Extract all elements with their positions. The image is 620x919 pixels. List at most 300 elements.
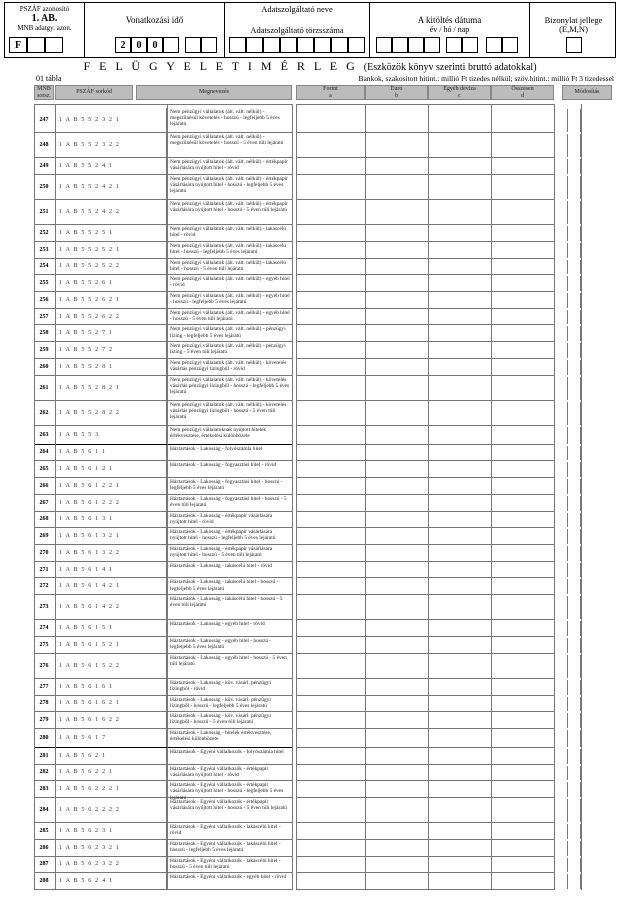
provider-cell	[225, 3, 370, 57]
reg-digit-6[interactable]	[314, 37, 331, 53]
value-cell-b[interactable]	[365, 578, 428, 595]
date-year-4[interactable]	[424, 37, 440, 53]
value-cell-c[interactable]	[428, 679, 491, 696]
value-cell-d[interactable]	[491, 512, 554, 529]
value-cell-d[interactable]	[491, 133, 554, 158]
table-row	[34, 445, 292, 462]
value-cell-a[interactable]	[296, 158, 365, 175]
modification-cell[interactable]	[567, 377, 581, 400]
row-description: Háztartások - Lakosság - hitelek értékvesztése, értékelési különbözete	[170, 730, 272, 743]
value-cell-b[interactable]	[365, 461, 428, 478]
value-cell-a[interactable]	[296, 781, 365, 798]
value-cell-d[interactable]	[491, 461, 554, 478]
value-cell-a[interactable]	[296, 225, 365, 242]
row-code: 1 A B 5 5 2 8 2 1	[55, 376, 167, 400]
value-cell-a[interactable]	[296, 275, 365, 292]
col-header-mod	[562, 85, 612, 100]
date-month-1[interactable]	[446, 37, 462, 53]
flag-box[interactable]	[566, 37, 582, 53]
value-cell-b[interactable]	[365, 133, 428, 158]
value-cell-c[interactable]	[428, 342, 491, 359]
row-description: Nem pénzügyi vállalatok (ált. vált. nélkül) - értékpapír vásárlására nyújtott hitel - hosszú - 5 éven túli lejáratú	[170, 201, 288, 214]
col-header-code	[55, 85, 133, 100]
value-cell-b[interactable]	[365, 175, 428, 200]
modification-cell[interactable]	[567, 874, 581, 889]
pszaf-id-cell	[5, 3, 85, 57]
value-cell-c[interactable]	[428, 461, 491, 478]
month-digit-1[interactable]	[185, 37, 201, 53]
value-cell-a[interactable]	[296, 342, 365, 359]
value-cell-c[interactable]	[428, 175, 491, 200]
value-cell-a[interactable]	[296, 359, 365, 376]
value-cell-d[interactable]	[491, 342, 554, 359]
col-header-desc-label: Megnevezés	[199, 89, 229, 95]
value-cell-c[interactable]	[428, 873, 491, 890]
value-cell-c[interactable]	[428, 696, 491, 713]
row-number: 250	[39, 183, 49, 190]
value-cell-d[interactable]	[491, 637, 554, 654]
value-cell-d[interactable]	[491, 259, 554, 276]
value-cell-a[interactable]	[296, 175, 365, 200]
modification-cell[interactable]	[567, 563, 581, 578]
table-label: 01 tábla	[36, 74, 62, 83]
table-row	[34, 620, 292, 637]
modification-cell[interactable]	[567, 841, 581, 856]
modification-cell[interactable]	[567, 799, 581, 822]
value-cell-a[interactable]	[296, 798, 365, 823]
value-cell-c[interactable]	[428, 712, 491, 729]
provider-name-label: Adatszolgáltató neve	[261, 4, 333, 14]
value-cell-b[interactable]	[365, 342, 428, 359]
modification-cell[interactable]	[567, 310, 581, 325]
modification-cell[interactable]	[567, 496, 581, 511]
value-cell-a[interactable]	[296, 200, 365, 225]
reg-digit-2[interactable]	[246, 37, 263, 53]
value-cell-a[interactable]	[296, 512, 365, 529]
value-cell-d[interactable]	[491, 798, 554, 823]
value-cell-c[interactable]	[428, 376, 491, 401]
value-cell-c[interactable]	[428, 512, 491, 529]
col-header-row	[34, 85, 54, 100]
value-cell-d[interactable]	[491, 545, 554, 562]
value-cell-d[interactable]	[491, 654, 554, 679]
row-description: Háztartások - Lakosság - lakáscélú hitel - hosszú - 5 éven túli lejáratú	[170, 596, 283, 609]
year-digit-3[interactable]: 0	[147, 37, 163, 53]
modification-cell[interactable]	[567, 226, 581, 241]
value-cell-a[interactable]	[296, 578, 365, 595]
date-month-2[interactable]	[462, 37, 478, 53]
value-cell-a[interactable]	[296, 765, 365, 782]
value-cell-c[interactable]	[428, 275, 491, 292]
value-cell-c[interactable]	[428, 857, 491, 874]
value-cell-a[interactable]	[296, 309, 365, 326]
modification-cell[interactable]	[567, 201, 581, 224]
value-cell-c[interactable]	[428, 325, 491, 342]
value-cell-c[interactable]	[428, 225, 491, 242]
value-cell-b[interactable]	[365, 512, 428, 529]
value-cell-c[interactable]	[428, 578, 491, 595]
modification-cell[interactable]	[567, 293, 581, 308]
modification-cell[interactable]	[567, 782, 581, 797]
modification-cell[interactable]	[567, 243, 581, 258]
date-year-1[interactable]	[376, 37, 392, 53]
modification-cell[interactable]	[567, 596, 581, 619]
value-cell-b[interactable]	[365, 445, 428, 462]
col-header-d-letter: d	[521, 92, 524, 99]
modification-cell[interactable]	[567, 824, 581, 839]
value-cell-c[interactable]	[428, 478, 491, 495]
value-cell-a[interactable]	[296, 748, 365, 765]
modification-cell[interactable]	[567, 159, 581, 174]
value-cell-a[interactable]	[296, 495, 365, 512]
row-number: 268	[39, 516, 49, 523]
value-cell-a[interactable]	[296, 696, 365, 713]
row-code: 1 A B 5 6 1 5 1	[55, 620, 167, 636]
value-cell-b[interactable]	[365, 259, 428, 276]
flag-label: Bizonylat jellege (E,M,N)	[544, 15, 603, 34]
value-cell-a[interactable]	[296, 445, 365, 462]
modification-cell[interactable]	[567, 134, 581, 157]
value-cell-d[interactable]	[491, 729, 554, 748]
value-cell-d[interactable]	[491, 562, 554, 579]
table-row	[34, 259, 292, 276]
value-cell-c[interactable]	[428, 495, 491, 512]
value-cell-c[interactable]	[428, 528, 491, 545]
value-cell-d[interactable]	[491, 781, 554, 798]
title-main: F E L Ü G Y E L E T I M É R L E G	[83, 59, 358, 73]
value-cell-a[interactable]	[296, 259, 365, 276]
table-row	[34, 857, 292, 874]
value-cell-d[interactable]	[491, 158, 554, 175]
value-cell-c[interactable]	[428, 158, 491, 175]
modification-cell[interactable]	[567, 749, 581, 764]
year-digit-4[interactable]	[163, 37, 179, 53]
value-cell-d[interactable]	[491, 495, 554, 512]
value-cell-b[interactable]	[365, 359, 428, 376]
modification-cell[interactable]	[567, 766, 581, 781]
value-cell-d[interactable]	[491, 696, 554, 713]
value-cell-b[interactable]	[365, 637, 428, 654]
col-header-b-label: Euró	[390, 86, 403, 92]
row-code: 1 A B 5 6 2 2 1	[55, 765, 167, 781]
value-cell-d[interactable]	[491, 325, 554, 342]
value-cell-a[interactable]	[296, 478, 365, 495]
value-cell-d[interactable]	[491, 292, 554, 309]
col-header-a-letter: a	[329, 92, 332, 99]
value-cell-c[interactable]	[428, 729, 491, 748]
reg-digit-7[interactable]	[331, 37, 348, 53]
reg-digit-5[interactable]	[297, 37, 314, 53]
modification-cell[interactable]	[567, 402, 581, 425]
value-cell-a[interactable]	[296, 654, 365, 679]
year-digit-2[interactable]: 0	[131, 37, 147, 53]
value-cell-a[interactable]	[296, 545, 365, 562]
value-cell-b[interactable]	[365, 562, 428, 579]
modification-cell[interactable]	[567, 655, 581, 678]
value-cell-a[interactable]	[296, 426, 365, 445]
value-cell-a[interactable]	[296, 712, 365, 729]
value-cell-d[interactable]	[491, 445, 554, 462]
value-cell-b[interactable]	[365, 292, 428, 309]
letter-box[interactable]: F	[9, 37, 27, 53]
value-cell-b[interactable]	[365, 325, 428, 342]
row-code: 1 A B 5 6 2 3 2 2	[55, 857, 167, 873]
value-cell-b[interactable]	[365, 840, 428, 857]
value-cell-d[interactable]	[491, 595, 554, 620]
value-cell-b[interactable]	[365, 108, 428, 133]
value-cell-a[interactable]	[296, 133, 365, 158]
col-header-row-label: MNB sorsz.	[37, 86, 51, 99]
value-cell-d[interactable]	[491, 857, 554, 874]
value-cell-a[interactable]	[296, 242, 365, 259]
value-cell-a[interactable]	[296, 637, 365, 654]
row-number: 276	[39, 662, 49, 669]
date-day-1[interactable]	[486, 37, 502, 53]
table-row	[34, 292, 292, 309]
value-cell-b[interactable]	[365, 620, 428, 637]
value-cell-b[interactable]	[365, 712, 428, 729]
row-description: Nem pénzügyi vállalatoknak nyújtott hitelek értékvesztése, értékelési különbözete	[170, 426, 267, 440]
value-cell-a[interactable]	[296, 873, 365, 890]
value-cell-a[interactable]	[296, 857, 365, 874]
value-cell-d[interactable]	[491, 275, 554, 292]
value-cell-b[interactable]	[365, 748, 428, 765]
reg-digit-4[interactable]	[280, 37, 297, 53]
value-cell-c[interactable]	[428, 748, 491, 765]
value-cell-c[interactable]	[428, 359, 491, 376]
value-cell-c[interactable]	[428, 620, 491, 637]
row-number: 259	[39, 347, 49, 354]
value-cell-c[interactable]	[428, 765, 491, 782]
value-cell-d[interactable]	[491, 225, 554, 242]
modification-cell[interactable]	[567, 176, 581, 199]
row-number: 271	[39, 566, 49, 573]
value-cell-c[interactable]	[428, 292, 491, 309]
value-cell-a[interactable]	[296, 528, 365, 545]
value-cell-b[interactable]	[365, 426, 428, 445]
value-cell-d[interactable]	[491, 200, 554, 225]
value-cell-d[interactable]	[491, 823, 554, 840]
value-cell-b[interactable]	[365, 595, 428, 620]
value-cell-c[interactable]	[428, 309, 491, 326]
value-cell-b[interactable]	[365, 528, 428, 545]
value-cell-b[interactable]	[365, 309, 428, 326]
value-cell-d[interactable]	[491, 242, 554, 259]
value-cell-c[interactable]	[428, 259, 491, 276]
reg-digit-3[interactable]	[263, 37, 280, 53]
value-cell-b[interactable]	[365, 545, 428, 562]
value-cell-c[interactable]	[428, 133, 491, 158]
row-number: 263	[39, 431, 49, 438]
row-description: Háztartások - Egyéni vállalkozók - értékpapír vásárlására nyújtott hitel - rövid	[170, 765, 269, 778]
table-row	[34, 578, 292, 595]
year-digit-1[interactable]: 2	[115, 37, 131, 53]
value-cell-c[interactable]	[428, 108, 491, 133]
value-cell-a[interactable]	[296, 679, 365, 696]
modification-cell[interactable]	[567, 446, 581, 461]
row-number: 285	[39, 827, 49, 834]
value-cell-b[interactable]	[365, 158, 428, 175]
value-cell-b[interactable]	[365, 654, 428, 679]
row-code: 1 A B 5 6 1 2 2 2	[55, 495, 167, 511]
modification-cell[interactable]	[567, 579, 581, 594]
modification-cell[interactable]	[567, 109, 581, 132]
col-header-desc	[136, 85, 292, 100]
value-cell-d[interactable]	[491, 309, 554, 326]
table-row	[34, 309, 292, 326]
table-row	[34, 712, 292, 729]
table-row	[34, 873, 292, 890]
form-header	[4, 2, 616, 58]
value-cell-d[interactable]	[491, 426, 554, 445]
value-cell-a[interactable]	[296, 376, 365, 401]
modification-cell[interactable]	[567, 638, 581, 653]
table-row	[34, 512, 292, 529]
value-cell-b[interactable]	[365, 478, 428, 495]
modification-cell[interactable]	[567, 621, 581, 636]
value-cell-c[interactable]	[428, 654, 491, 679]
value-cell-c[interactable]	[428, 595, 491, 620]
value-cell-a[interactable]	[296, 562, 365, 579]
value-cell-a[interactable]	[296, 729, 365, 748]
value-cell-c[interactable]	[428, 200, 491, 225]
modification-cell[interactable]	[567, 697, 581, 712]
month-digit-2[interactable]	[201, 37, 217, 53]
modification-cell[interactable]	[567, 260, 581, 275]
value-cell-b[interactable]	[365, 823, 428, 840]
row-description: Háztartások - Egyéni vállalkozók - lakáscélú hitel - rövid	[170, 824, 281, 837]
value-cell-a[interactable]	[296, 461, 365, 478]
value-cell-a[interactable]	[296, 840, 365, 857]
modification-cell[interactable]	[567, 326, 581, 341]
modification-cell[interactable]	[567, 343, 581, 358]
table-row	[34, 562, 292, 579]
col-header-a-label: Forint	[323, 86, 338, 92]
period-label: Vonatkozási idő	[125, 15, 184, 25]
value-cell-d[interactable]	[491, 679, 554, 696]
modification-cell[interactable]	[567, 427, 581, 444]
value-cell-c[interactable]	[428, 798, 491, 823]
modification-cell[interactable]	[567, 360, 581, 375]
value-cell-b[interactable]	[365, 401, 428, 426]
value-cell-d[interactable]	[491, 765, 554, 782]
date-year-3[interactable]	[408, 37, 424, 53]
value-cell-d[interactable]	[491, 401, 554, 426]
value-cell-a[interactable]	[296, 823, 365, 840]
value-cell-a[interactable]	[296, 108, 365, 133]
value-cell-a[interactable]	[296, 325, 365, 342]
value-cell-d[interactable]	[491, 578, 554, 595]
value-cell-b[interactable]	[365, 857, 428, 874]
row-code: 1 A B 5 5 2 6 2 1	[55, 292, 167, 308]
value-cell-c[interactable]	[428, 242, 491, 259]
value-cell-d[interactable]	[491, 620, 554, 637]
modification-cell[interactable]	[567, 713, 581, 728]
row-number: 253	[39, 246, 49, 253]
row-code: 1 A B 5 5 2 8 1	[55, 359, 167, 375]
row-code: 1 A B 5 6 2 2 2 1	[55, 781, 167, 797]
value-cell-b[interactable]	[365, 275, 428, 292]
row-number: 264	[39, 449, 49, 456]
value-cell-b[interactable]	[365, 679, 428, 696]
modification-cell[interactable]	[567, 680, 581, 695]
date-day-2[interactable]	[502, 37, 518, 53]
reg-digit-1[interactable]	[229, 37, 246, 53]
modification-cell[interactable]	[567, 529, 581, 544]
value-cell-c[interactable]	[428, 781, 491, 798]
value-cell-b[interactable]	[365, 376, 428, 401]
value-cell-d[interactable]	[491, 108, 554, 133]
date-year-2[interactable]	[392, 37, 408, 53]
modification-cell[interactable]	[567, 513, 581, 528]
value-cell-d[interactable]	[491, 748, 554, 765]
value-cell-d[interactable]	[491, 712, 554, 729]
value-cell-b[interactable]	[365, 765, 428, 782]
value-cell-b[interactable]	[365, 200, 428, 225]
value-cell-c[interactable]	[428, 545, 491, 562]
value-cell-b[interactable]	[365, 225, 428, 242]
letter-box-2[interactable]	[27, 37, 45, 53]
row-code: 1 A B 5 6 1 4 1	[55, 562, 167, 578]
row-code: 1 A B 5 6 1 7	[55, 729, 167, 747]
value-cell-b[interactable]	[365, 873, 428, 890]
row-description: Nem pénzügyi vállalatok (ált. vált. nélkül) - egyéb hitel - rövid	[170, 276, 290, 289]
value-cell-c[interactable]	[428, 445, 491, 462]
value-cell-c[interactable]	[428, 401, 491, 426]
value-cell-b[interactable]	[365, 781, 428, 798]
value-cell-c[interactable]	[428, 426, 491, 445]
value-cell-b[interactable]	[365, 696, 428, 713]
value-cell-d[interactable]	[491, 175, 554, 200]
value-cell-a[interactable]	[296, 595, 365, 620]
value-cell-c[interactable]	[428, 840, 491, 857]
table-row	[34, 426, 292, 445]
value-cell-d[interactable]	[491, 873, 554, 890]
value-cell-b[interactable]	[365, 495, 428, 512]
row-code: 1 A B 5 5 2 4 2 2	[55, 200, 167, 224]
value-cell-a[interactable]	[296, 292, 365, 309]
modification-cell[interactable]	[567, 730, 581, 747]
row-code: 1 A B 5 6 1 5 2 1	[55, 637, 167, 653]
value-cell-b[interactable]	[365, 242, 428, 259]
value-cell-c[interactable]	[428, 637, 491, 654]
row-code: 1 A B 5 6 2 3 2 1	[55, 840, 167, 856]
value-cell-d[interactable]	[491, 528, 554, 545]
value-cell-c[interactable]	[428, 823, 491, 840]
value-cell-a[interactable]	[296, 401, 365, 426]
reg-digit-8[interactable]	[348, 37, 365, 53]
value-cell-b[interactable]	[365, 798, 428, 823]
value-cell-d[interactable]	[491, 376, 554, 401]
letter-box-3[interactable]	[45, 37, 63, 53]
value-cell-a[interactable]	[296, 620, 365, 637]
modification-cell[interactable]	[567, 462, 581, 477]
row-number: 274	[39, 625, 49, 632]
table-row	[34, 679, 292, 696]
modification-cell[interactable]	[567, 858, 581, 873]
value-cell-d[interactable]	[491, 840, 554, 857]
row-number: 248	[39, 142, 49, 149]
modification-cell[interactable]	[567, 479, 581, 494]
value-cell-d[interactable]	[491, 478, 554, 495]
modification-cell[interactable]	[567, 276, 581, 291]
modification-cell[interactable]	[567, 546, 581, 561]
table-row	[34, 637, 292, 654]
value-cell-d[interactable]	[491, 359, 554, 376]
value-cell-c[interactable]	[428, 562, 491, 579]
value-cell-b[interactable]	[365, 729, 428, 748]
row-number: 284	[39, 807, 49, 814]
